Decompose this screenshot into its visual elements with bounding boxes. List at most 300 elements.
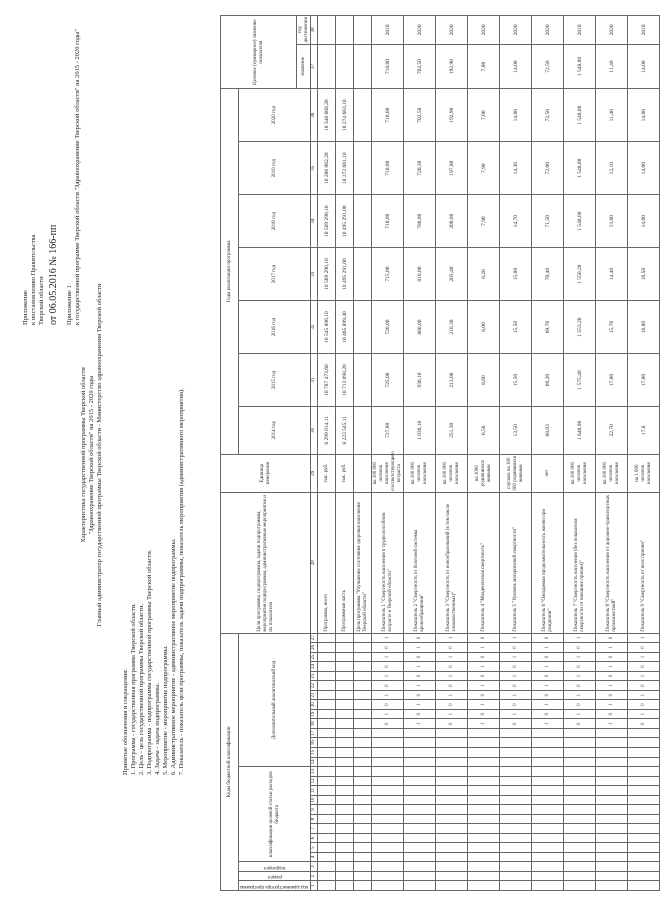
code-cell: 0	[500, 700, 532, 710]
code-cell: 1	[372, 633, 404, 643]
code-cell: 1	[404, 700, 436, 710]
code-cell	[372, 814, 404, 824]
year-value: 710,00	[372, 89, 404, 142]
year-value: 205,40	[436, 248, 468, 301]
column-number: 13	[311, 767, 318, 777]
code-cell: 1	[500, 709, 532, 719]
column-number: 18	[311, 719, 318, 729]
code-cell	[500, 852, 532, 862]
code-cell	[372, 776, 404, 786]
code-cell	[318, 643, 336, 653]
code-cell	[336, 719, 354, 729]
code-cell	[354, 843, 372, 853]
title-line: Главный администратор государственной программы Тверской области - Министерство здравоохранения Тверской области	[96, 283, 103, 627]
code-cell	[500, 748, 532, 758]
code-cell	[404, 748, 436, 758]
code-cell	[596, 795, 628, 805]
code-cell	[318, 681, 336, 691]
code-cell	[354, 824, 372, 834]
code-cell: 0	[596, 633, 628, 643]
code-cell	[596, 824, 628, 834]
code-cell	[354, 786, 372, 796]
column-number: 31	[311, 354, 318, 407]
column-number: 30	[311, 406, 318, 454]
code-cell	[596, 852, 628, 862]
code-cell: 0	[564, 662, 596, 672]
year-value: 15,50	[500, 301, 532, 354]
code-cell: 0	[500, 681, 532, 691]
year-value: 68,03	[532, 406, 564, 454]
code-cell: 1	[436, 652, 468, 662]
code-cell	[318, 881, 336, 891]
code-cell	[468, 852, 500, 862]
code-cell	[354, 757, 372, 767]
code-cell: 1	[404, 681, 436, 691]
year-value: 7,00	[468, 89, 500, 142]
year-value: 8,20	[468, 248, 500, 301]
code-cell: 0	[532, 671, 564, 681]
code-cell: 0	[468, 671, 500, 681]
code-cell	[336, 833, 354, 843]
code-cell	[468, 814, 500, 824]
code-cell	[354, 814, 372, 824]
year-value: 10 569 290,10	[318, 195, 336, 248]
column-number: 10	[311, 795, 318, 805]
code-cell: 1	[404, 643, 436, 653]
table-row	[628, 16, 660, 891]
code-cell	[318, 814, 336, 824]
code-cell: 1	[404, 719, 436, 729]
code-cell	[318, 805, 336, 815]
code-cell	[564, 748, 596, 758]
row-unit: на 100 000 человек населения	[436, 454, 468, 492]
code-cell	[354, 652, 372, 662]
code-cell	[336, 748, 354, 758]
code-cell	[628, 871, 660, 881]
code-cell	[354, 805, 372, 815]
code-cell: 0	[628, 719, 660, 729]
appendix-line: к постановлению Правительства	[30, 234, 37, 325]
year-value: 1 548,00	[564, 142, 596, 195]
header-year-2014: 2014 год	[239, 406, 311, 454]
header-codes: Коды бюджетной классификации	[221, 633, 239, 890]
code-cell	[318, 700, 336, 710]
code-cell	[596, 805, 628, 815]
code-cell: 1	[596, 700, 628, 710]
column-number: 3	[311, 862, 318, 872]
appendix-line: Приложение	[22, 290, 29, 325]
code-cell: 1	[532, 643, 564, 653]
code-cell	[336, 728, 354, 738]
target-value	[336, 44, 354, 88]
table-row	[532, 16, 564, 891]
row-name: Программная часть	[336, 492, 354, 633]
year-value: 16,80	[628, 301, 660, 354]
code-cell	[336, 871, 354, 881]
code-cell	[468, 805, 500, 815]
code-cell: 0	[532, 690, 564, 700]
code-cell	[354, 881, 372, 891]
code-cell	[318, 652, 336, 662]
code-cell	[354, 738, 372, 748]
code-cell	[436, 728, 468, 738]
column-number: 9	[311, 805, 318, 815]
code-cell	[436, 738, 468, 748]
year-value: 14,00	[628, 195, 660, 248]
target-year	[318, 16, 336, 45]
code-cell	[372, 786, 404, 796]
code-cell: 1	[468, 681, 500, 691]
code-cell: 0	[468, 633, 500, 643]
code-cell: 1	[628, 652, 660, 662]
code-cell	[404, 738, 436, 748]
code-cell: 1	[468, 643, 500, 653]
code-cell	[436, 824, 468, 834]
code-cell	[628, 814, 660, 824]
year-value: 72,50	[532, 89, 564, 142]
year-value: 14,40	[596, 248, 628, 301]
code-cell: 0	[372, 719, 404, 729]
code-cell	[336, 786, 354, 796]
year-value	[354, 89, 372, 142]
year-value: 17,8	[628, 406, 660, 454]
code-cell	[318, 671, 336, 681]
code-cell	[336, 824, 354, 834]
code-cell: 0	[564, 700, 596, 710]
year-value: 251,30	[436, 406, 468, 454]
code-cell	[336, 700, 354, 710]
column-number: 22	[311, 681, 318, 691]
code-cell	[500, 795, 532, 805]
code-cell	[628, 881, 660, 891]
year-value: 10 495 291,00	[336, 195, 354, 248]
code-cell	[318, 786, 336, 796]
header-year-2019: 2019 год	[239, 142, 311, 195]
code-cell	[628, 757, 660, 767]
target-value: 1 548,00	[564, 44, 596, 88]
year-value: 10 569 290,10	[318, 248, 336, 301]
code-cell	[318, 852, 336, 862]
year-value: 10 545 896,10	[318, 301, 336, 354]
code-cell	[336, 709, 354, 719]
year-value: 7,90	[468, 195, 500, 248]
column-number: 2	[311, 871, 318, 881]
code-cell: 1	[500, 652, 532, 662]
code-cell	[596, 833, 628, 843]
code-cell	[436, 748, 468, 758]
code-cell	[336, 662, 354, 672]
row-name: Программа, всего	[318, 492, 336, 633]
code-cell	[468, 767, 500, 777]
year-value: 1 640,90	[564, 406, 596, 454]
code-cell: 0	[564, 681, 596, 691]
year-value	[354, 248, 372, 301]
code-cell	[500, 843, 532, 853]
code-cell	[404, 728, 436, 738]
year-value: 10 495 291,00	[336, 248, 354, 301]
code-cell	[532, 805, 564, 815]
appendix1-text: к государственной программе Тверской области "Здравоохранение Тверской области" на 2015 - 2020 годы"	[74, 28, 81, 325]
code-cell	[336, 643, 354, 653]
code-cell: 1	[372, 690, 404, 700]
code-cell	[436, 881, 468, 891]
row-unit: на 100 000 человек населения	[564, 454, 596, 492]
code-cell	[318, 738, 336, 748]
row-unit: на 100 000 человек населения	[404, 454, 436, 492]
column-number: 11	[311, 786, 318, 796]
code-cell: 0	[404, 671, 436, 681]
code-cell: 0	[628, 700, 660, 710]
code-cell	[404, 786, 436, 796]
year-value	[354, 195, 372, 248]
code-cell	[468, 824, 500, 834]
target-year: 2018	[564, 16, 596, 45]
code-cell	[354, 833, 372, 843]
table-body	[318, 16, 660, 891]
code-cell	[318, 662, 336, 672]
notes-line: 6. Административное мероприятие - административное мероприятие подпрограммы.	[170, 538, 177, 775]
column-number: 16	[311, 738, 318, 748]
document-date: от 06.05.2016 № 166-пп	[48, 224, 59, 325]
code-cell	[336, 862, 354, 872]
code-cell	[404, 871, 436, 881]
code-cell	[628, 776, 660, 786]
code-cell: 1	[436, 633, 468, 643]
code-cell	[336, 852, 354, 862]
code-cell	[532, 814, 564, 824]
target-value	[354, 44, 372, 88]
code-cell	[532, 786, 564, 796]
year-value: 10 787 473,60	[318, 354, 336, 407]
code-cell	[372, 767, 404, 777]
code-cell	[404, 862, 436, 872]
code-cell	[500, 881, 532, 891]
code-cell	[532, 871, 564, 881]
code-cell	[318, 843, 336, 853]
code-cell	[596, 776, 628, 786]
code-cell	[532, 795, 564, 805]
code-cell: 1	[500, 633, 532, 643]
year-value: 710,00	[372, 142, 404, 195]
row-name: Показатель 4 "Младенческая смертность"	[468, 492, 500, 633]
column-number: 6	[311, 833, 318, 843]
header-years: Годы реализации программы	[221, 89, 239, 454]
code-cell	[436, 767, 468, 777]
code-cell	[532, 843, 564, 853]
code-cell: 0	[372, 700, 404, 710]
code-cell	[372, 824, 404, 834]
column-number: 17	[311, 728, 318, 738]
code-cell	[564, 786, 596, 796]
year-value: 10 348 668,20	[318, 89, 336, 142]
code-cell	[628, 786, 660, 796]
code-cell	[628, 852, 660, 862]
code-cell: 0	[436, 643, 468, 653]
code-cell	[436, 871, 468, 881]
header-year-2016: 2016 год	[239, 301, 311, 354]
year-value: 213,00	[436, 354, 468, 407]
year-value: 15,70	[596, 301, 628, 354]
year-value: 192,90	[436, 89, 468, 142]
year-value: 726,30	[404, 142, 436, 195]
code-cell: 0	[564, 719, 596, 729]
code-cell: 1	[564, 690, 596, 700]
column-number: 1	[311, 881, 318, 891]
code-cell: 1	[436, 671, 468, 681]
code-cell: 0	[372, 662, 404, 672]
code-cell: 0	[596, 652, 628, 662]
year-value: 1 550,20	[564, 248, 596, 301]
header-section: раздел	[239, 871, 311, 881]
code-cell: 1	[628, 690, 660, 700]
notes-line: Принятые обозначения и сокращения:	[122, 669, 129, 775]
code-cell	[596, 728, 628, 738]
code-cell	[318, 833, 336, 843]
code-cell	[354, 748, 372, 758]
code-cell	[318, 719, 336, 729]
code-cell: 1	[628, 633, 660, 643]
code-cell	[354, 690, 372, 700]
column-number: 25	[311, 652, 318, 662]
code-cell	[404, 795, 436, 805]
row-name: Показатель 7 "Смертность населения (без показателя смертности от внешних причин)"	[564, 492, 596, 633]
year-value: 715,00	[372, 248, 404, 301]
code-cell	[564, 824, 596, 834]
code-cell	[354, 852, 372, 862]
year-value	[354, 301, 372, 354]
header-admin-code: код администратора программы	[239, 881, 311, 891]
column-number: 26	[311, 643, 318, 653]
year-value: 8 299 014,11	[318, 406, 336, 454]
code-cell: 1	[468, 700, 500, 710]
code-cell: 0	[500, 643, 532, 653]
table-row	[564, 16, 596, 891]
title-line: "Здравоохранение Тверской области" на 2015 - 2020 годы	[88, 375, 95, 535]
table-row	[436, 16, 468, 891]
code-cell	[318, 690, 336, 700]
code-cell	[336, 757, 354, 767]
code-cell	[628, 767, 660, 777]
code-cell	[318, 767, 336, 777]
year-value: 710,00	[372, 195, 404, 248]
code-cell: 1	[468, 662, 500, 672]
code-cell	[628, 738, 660, 748]
code-cell: 1	[532, 681, 564, 691]
year-value	[354, 406, 372, 454]
code-cell: 0	[404, 652, 436, 662]
target-year: 2018	[372, 16, 404, 45]
code-cell	[404, 805, 436, 815]
column-number-row	[311, 16, 318, 891]
code-cell	[500, 728, 532, 738]
column-number: 14	[311, 757, 318, 767]
code-cell	[336, 652, 354, 662]
code-cell: 1	[436, 690, 468, 700]
code-cell	[372, 805, 404, 815]
code-cell: 1	[596, 662, 628, 672]
code-cell	[500, 805, 532, 815]
code-cell	[318, 709, 336, 719]
column-number: 21	[311, 690, 318, 700]
code-cell	[336, 681, 354, 691]
code-cell	[500, 776, 532, 786]
year-value: 14,70	[500, 195, 532, 248]
year-value: 727,00	[372, 406, 404, 454]
code-cell: 0	[436, 662, 468, 672]
code-cell	[564, 843, 596, 853]
code-cell	[628, 843, 660, 853]
code-cell: 1	[628, 709, 660, 719]
year-value: 14,30	[500, 142, 532, 195]
row-name: Показатель 8 "Смертность населения от дорожно-транспортных происшествий"	[596, 492, 628, 633]
target-value: 192,90	[436, 44, 468, 88]
appendix-line: Тверской области	[38, 276, 45, 325]
table-row	[596, 16, 628, 891]
year-value: 12,10	[596, 142, 628, 195]
code-cell: 1	[372, 671, 404, 681]
appendix-header	[22, 29, 82, 325]
target-value: 710,00	[372, 44, 404, 88]
notes-line: 1. Программа - государственная программа Тверской области.	[130, 603, 137, 775]
code-cell	[468, 862, 500, 872]
year-value: 22,70	[596, 406, 628, 454]
code-cell: 1	[564, 671, 596, 681]
code-cell	[436, 833, 468, 843]
code-cell	[436, 795, 468, 805]
table-row	[500, 16, 532, 891]
year-value: 1 548,00	[564, 89, 596, 142]
code-cell: 1	[564, 709, 596, 719]
code-cell	[564, 852, 596, 862]
code-cell: 1	[500, 690, 532, 700]
code-cell	[336, 814, 354, 824]
code-cell	[318, 748, 336, 758]
row-name: Показатель 5 "Уровень материнской смертности"	[500, 492, 532, 633]
code-cell	[354, 700, 372, 710]
row-unit: лет	[532, 454, 564, 492]
year-value: 13,00	[596, 195, 628, 248]
header-additional-code: Дополнительный аналитический код	[239, 633, 311, 766]
code-cell: 0	[628, 681, 660, 691]
year-value: 10 286 062,20	[318, 142, 336, 195]
target-year: 2020	[500, 16, 532, 45]
column-number: 35	[311, 142, 318, 195]
code-cell	[596, 786, 628, 796]
program-title	[80, 135, 104, 775]
row-name: Показатель 6 "Ожидаемая продолжительность жизни при рождении"	[532, 492, 564, 633]
code-cell: 1	[372, 652, 404, 662]
code-cell: 1	[532, 662, 564, 672]
code-cell	[596, 871, 628, 881]
code-cell	[468, 776, 500, 786]
code-cell	[372, 852, 404, 862]
target-value: 7,00	[468, 44, 500, 88]
code-cell	[372, 728, 404, 738]
code-cell	[628, 795, 660, 805]
code-cell	[500, 757, 532, 767]
code-cell	[564, 862, 596, 872]
code-cell	[336, 776, 354, 786]
code-cell	[372, 843, 404, 853]
code-cell	[404, 833, 436, 843]
code-cell	[318, 633, 336, 643]
target-year: 2020	[404, 16, 436, 45]
code-cell	[564, 776, 596, 786]
column-number: 23	[311, 671, 318, 681]
target-year: 2018	[628, 16, 660, 45]
year-value: 1 553,20	[564, 301, 596, 354]
year-value: 10 713 098,20	[336, 354, 354, 407]
